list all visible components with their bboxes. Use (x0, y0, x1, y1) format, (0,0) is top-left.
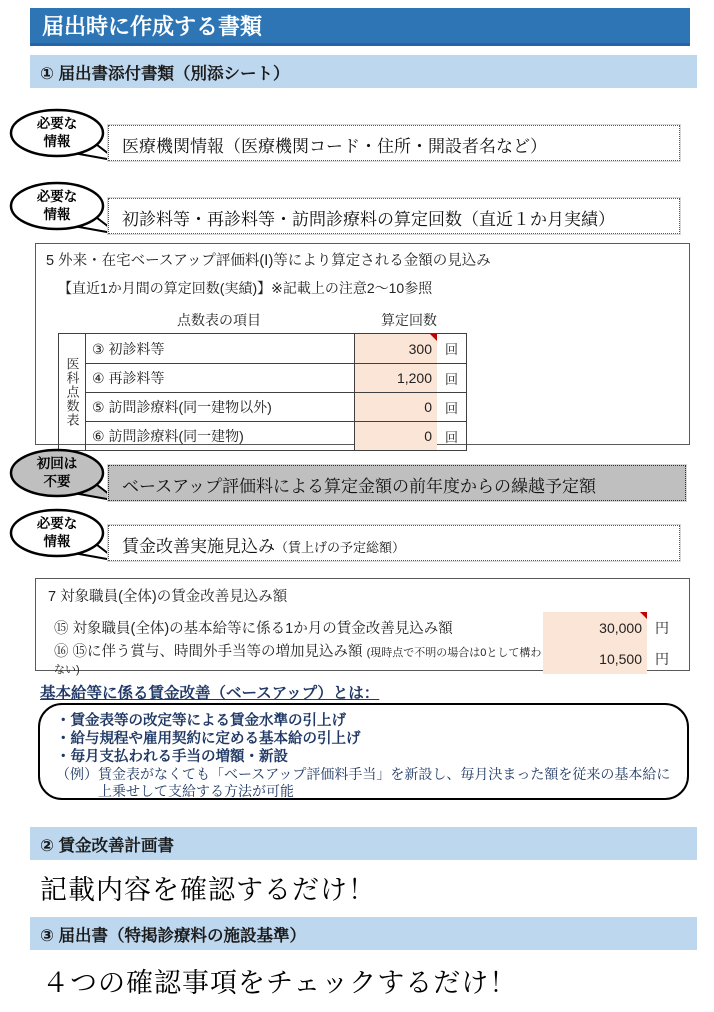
table-row-value-cell (354, 392, 466, 421)
row-note: (現時点で不明の場合は0として構わない) (54, 647, 542, 676)
info-box-medical-info: 医療機関情報（医療機関コード・住所・開設者名など） (108, 125, 680, 161)
page-title: 届出時に作成する書類 (42, 14, 263, 39)
count-unit: 回 (444, 342, 458, 357)
table-row (54, 643, 677, 674)
amount-unit: 円 (655, 650, 669, 667)
table-row (54, 612, 677, 643)
statement-four-checks: ４つの確認事項をチェックするだけ！ (42, 968, 518, 998)
base-up-definition-box (38, 703, 689, 800)
callout-row-wage-improvement (8, 508, 697, 566)
amount-value-cell (543, 612, 647, 643)
form5-title: 5 外来・在宅ベースアップ評価料(Ⅰ)等により算定される金額の見込み (46, 253, 491, 269)
section-header-1 (30, 55, 697, 88)
comment-marker-icon (640, 612, 647, 619)
count-value: 0 (424, 428, 432, 444)
count-unit: 回 (444, 429, 458, 445)
count-value: 300 (408, 340, 432, 357)
callout-row-visit-counts (8, 181, 697, 239)
bubble-label: 必要な 情報 (36, 189, 78, 222)
table-row-label: ③ 初診料等 (92, 340, 165, 357)
form5-column-headers (58, 310, 679, 330)
section-2-label: ② 賃金改善計画書 (40, 836, 175, 855)
form7-title: 7 対象職員(全体)の賃金改善見込み額 (48, 589, 288, 605)
bullet-item: ・給与規程や雇用契約に定める基本給の引上げ (56, 731, 361, 747)
row-label: ⑮ 対象職員(全体)の基本給等に係る1か月の賃金改善見込み額 (54, 621, 453, 637)
bubble-label: 必要な 情報 (36, 516, 78, 549)
table-row-value-cell (354, 421, 466, 450)
table-row-label: ④ 再診料等 (86, 363, 354, 392)
form5-table (58, 333, 467, 451)
column-header-item: 点数表の項目 (177, 312, 261, 328)
count-unit: 回 (444, 371, 458, 387)
form-section-5 (35, 243, 690, 445)
bullet-item: ・賃金表等の改定等による賃金水準の引上げ (56, 713, 346, 729)
section-1-label: ① 届出書添付書類（別添シート） (40, 64, 290, 83)
count-value: 0 (424, 399, 432, 415)
form5-subtitle: 【直近1か月間の算定回数(実績)】※記載上の注意2～10参照 (58, 280, 433, 296)
bubble-label: 必要な 情報 (36, 116, 78, 149)
count-unit: 回 (444, 400, 458, 416)
count-value: 1,200 (396, 370, 432, 386)
row-group-label: 医科点数表 (59, 334, 86, 450)
amount-value-cell (543, 643, 647, 674)
column-header-count: 算定回数 (381, 312, 437, 328)
callout-row-medical-info (8, 108, 697, 166)
table-row-label: ⑤ 訪問診療料(同一建物以外) (86, 392, 354, 421)
form-section-7 (35, 578, 690, 676)
amount-value: 10,500 (599, 650, 642, 667)
bullet-item: ・毎月支払われる手当の増額・新設 (56, 749, 288, 765)
bubble-label: 初回は 不要 (36, 456, 78, 489)
row-label: ⑯ ⑮に伴う賞与、時間外手当等の増加見込み額 (54, 644, 363, 660)
page-title-bar (30, 8, 690, 46)
statement-plan-check: 記載内容を確認するだけ！ (40, 875, 376, 905)
table-row-value-cell (354, 334, 466, 363)
info-box-wage-improvement: 賃金改善実施見込み （賃上げの予定総額） (108, 525, 680, 561)
base-up-definition-heading: 基本給等に係る賃金改善（ベースアップ）とは： (40, 685, 380, 702)
section-header-2 (30, 827, 697, 860)
callout-row-carryover (8, 448, 697, 506)
table-row-value-cell (354, 363, 466, 392)
info-box-carryover: ベースアップ評価料による算定金額の前年度からの繰越予定額 (108, 465, 686, 501)
info-box-visit-counts: 初診料等・再診料等・訪問診療料の算定回数（直近１か月実績） (108, 198, 680, 234)
table-row-label: ⑥ 訪問診療料(同一建物) (86, 421, 354, 450)
section-header-3 (30, 917, 697, 950)
example-note: （例）賃金表がなくても「ベースアップ評価料手当」を新設し、毎月決まった額を従来の基本給に上乗せして支給する方法が可能 (56, 766, 671, 799)
section-3-label: ③ 届出書（特掲診療料の施設基準） (40, 926, 307, 945)
amount-value: 30,000 (599, 619, 642, 636)
amount-unit: 円 (655, 619, 669, 636)
